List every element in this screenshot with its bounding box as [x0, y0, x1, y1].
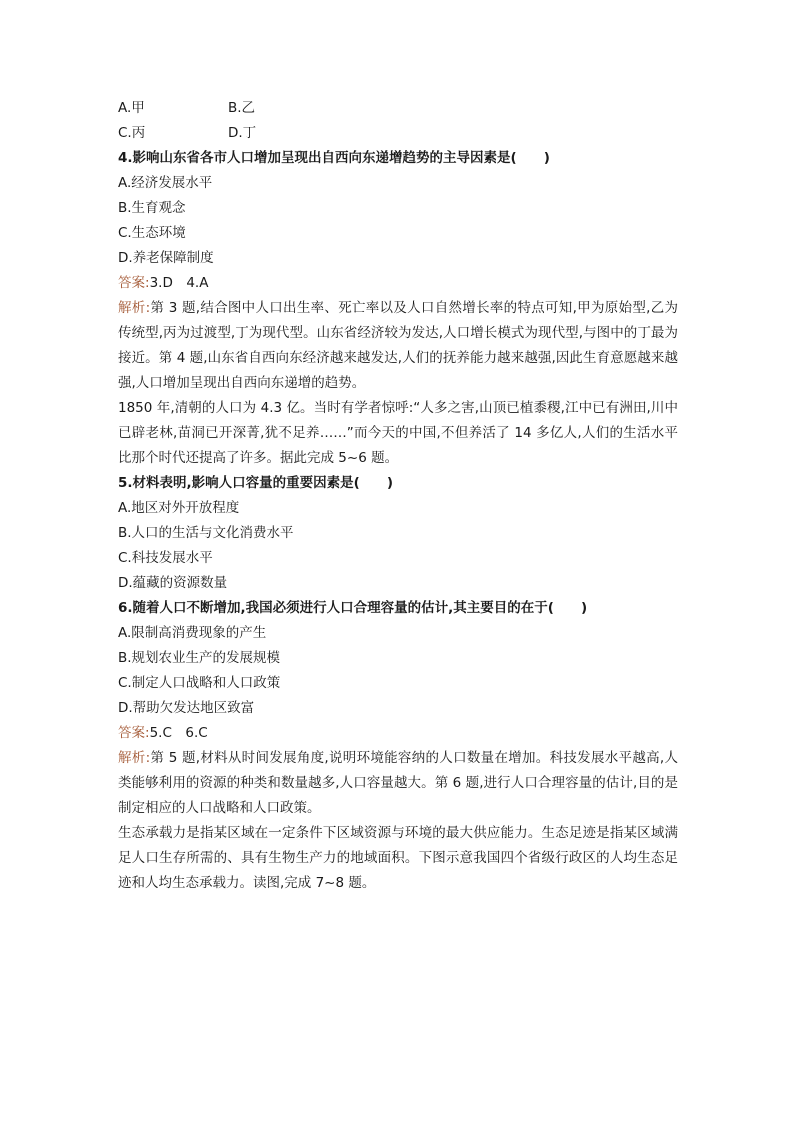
q3-option-c: C.丙: [118, 125, 146, 141]
q5-stem: 5.材料表明,影响人口容量的重要因素是( ): [118, 475, 393, 491]
q5-option-d: D.蕴藏的资源数量: [118, 575, 228, 591]
q4-stem: 4.影响山东省各市人口增加呈现出自西向东递增趋势的主导因素是( ): [118, 150, 550, 166]
q3-option-b: B.乙: [228, 100, 256, 116]
q3-options-row-1: [118, 96, 678, 121]
answer-label: 答案:: [118, 275, 150, 291]
q6-stem: 6.随着人口不断增加,我国必须进行人口合理容量的估计,其主要目的在于( ): [118, 600, 588, 616]
analysis-text: 第 3 题,结合图中人口出生率、死亡率以及人口自然增长率的特点可知,甲为原始型,乙为传统型,丙为过渡型,丁为现代型。山东省经济较为发达,人口增长模式为现代型,与图中的丁最为接近。第 4 题,山东省自西向东经济越来越发达,人们的抚养能力越来越强,因此生育意愿越来越强,人口增加呈现出自西向东递增的趋势。: [118, 300, 678, 391]
analysis-label: 解析:: [118, 750, 151, 766]
q4-option-b: B.生育观念: [118, 200, 186, 216]
q6-option-d: D.帮助欠发达地区致富: [118, 700, 255, 716]
answer-label: 答案:: [118, 725, 150, 741]
answer-3-4: [118, 271, 678, 296]
q3-options-row-2: [118, 121, 678, 146]
q3-option-a: A.甲: [118, 100, 145, 116]
q3-option-d: D.丁: [228, 125, 257, 141]
analysis-text: 第 5 题,材料从时间发展角度,说明环境能容纳的人口数量在增加。科技发展水平越高,人类能够利用的资源的种类和数量越多,人口容量越大。第 6 题,进行人口合理容量的估计,目的是制定相应的人口战略和人口政策。: [118, 750, 678, 816]
q4-option-a: A.经济发展水平: [118, 175, 213, 191]
q6-option-c: C.制定人口战略和人口政策: [118, 675, 281, 691]
q5-option-c: C.科技发展水平: [118, 550, 213, 566]
analysis-5-6: [118, 746, 678, 821]
q6-option-a: A.限制高消费现象的产生: [118, 625, 267, 641]
analysis-label: 解析:: [118, 300, 151, 316]
q5-option-a: A.地区对外开放程度: [118, 500, 240, 516]
answer-text: 5.C 6.C: [149, 725, 208, 741]
analysis-3-4: [118, 296, 678, 396]
answer-text: 3.D 4.A: [149, 275, 209, 291]
material-7-8: 生态承载力是指某区域在一定条件下区域资源与环境的最大供应能力。生态足迹是指某区域满足人口生存所需的、具有生物生产力的地域面积。下图示意我国四个省级行政区的人均生态足迹和人均生态承载力。读图,完成 7~8 题。: [118, 825, 678, 891]
q4-option-c: C.生态环境: [118, 225, 186, 241]
answer-5-6: [118, 721, 678, 746]
q6-option-b: B.规划农业生产的发展规模: [118, 650, 281, 666]
q5-option-b: B.人口的生活与文化消费水平: [118, 525, 294, 541]
document-body: [118, 96, 678, 896]
q4-option-d: D.养老保障制度: [118, 250, 214, 266]
material-5-6: 1850 年,清朝的人口为 4.3 亿。当时有学者惊呼:“人多之害,山顶已植黍稷,江中已有洲田,川中已辟老林,苗洞已开深菁,犹不足养……”而今天的中国,不但养活了 14 多亿人,人们的生活水平比那个时代还提高了许多。据此完成 5~6 题。: [118, 400, 678, 466]
